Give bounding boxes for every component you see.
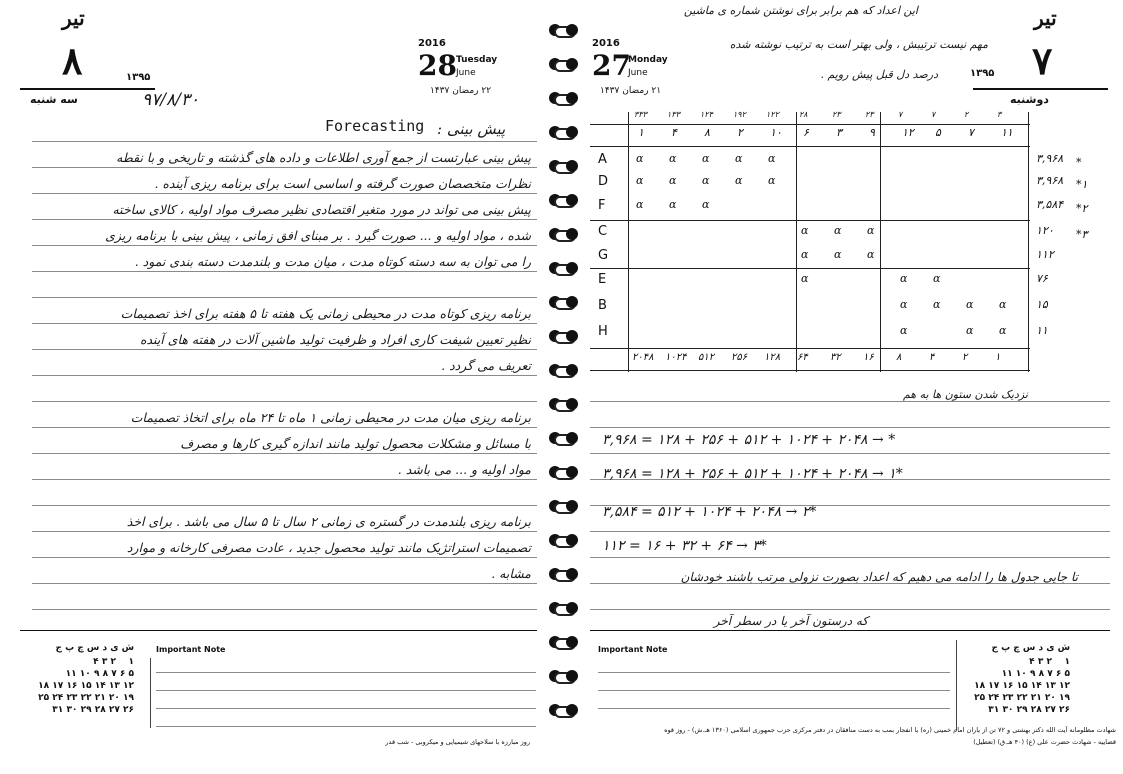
table-header-value: ۹ [869, 126, 875, 139]
table-header-value: ۷ [968, 126, 974, 139]
spiral-ring [545, 430, 578, 446]
spiral-ring [545, 396, 578, 412]
note-line: برنامه ریزی بلندمدت در گستره ی زمانی ۲ سال تا ۵ سال می باشد . برای اخذ [126, 514, 531, 529]
left-rule [32, 479, 537, 480]
table-vline [1028, 112, 1029, 372]
table-header-weight: ۳ [997, 110, 1002, 119]
spiral-ring [545, 634, 578, 650]
right-year: ۱۳۹۵ [970, 68, 995, 79]
right-mini-calendar-row: ۵ ۶ ۷ ۸ ۹ ۱۰ ۱۱ [1001, 669, 1070, 679]
note-line: نظیر تعیین شیفت کاری افراد و ظرفیت تولید ماشین آلات در هفته های آینده [139, 332, 531, 347]
table-mark: α [933, 272, 941, 285]
left-bottom-rule [20, 630, 537, 631]
note-line: شده ، مواد اولیه و ... صورت گیرد . بر مبنای افق زمانی ، پیش بینی با برنامه ریزی [105, 228, 531, 243]
left-rule [32, 323, 537, 324]
table-header-value: ۱۱ [1001, 126, 1013, 139]
left-mini-calendar-row: ۱ ۲ ۳ ۴ [93, 657, 134, 667]
table-row-sum: ۳,۵۸۴ [1036, 198, 1064, 211]
right-day-number: ۷ [1032, 38, 1053, 83]
table-mark: α [900, 324, 908, 337]
table-header-value: ۱ [638, 126, 644, 139]
spiral-ring [545, 124, 578, 140]
table-header-weight: ۷ [931, 110, 936, 119]
table-row-sum: ۳,۹۶۸ [1036, 152, 1064, 165]
equation-line: *۳ → ۶۴ + ۳۲ + ۱۶ = ۱۱۲ [602, 538, 767, 554]
table-hline [590, 124, 1030, 125]
table-mark: α [966, 324, 974, 337]
top-note-2: مهم نیست ترتیبش ، ولی بهتر است به ترتیب نوشته شده [729, 38, 988, 51]
table-mark: α [768, 174, 776, 187]
right-rule [590, 427, 1110, 428]
right-greg-day: 27 [592, 49, 631, 82]
left-rule [32, 557, 537, 558]
table-mark: α [768, 152, 776, 165]
arrow-note: نزدیک شدن ستون ها به هم [902, 388, 1028, 401]
left-greg-year: 2016 [418, 38, 446, 49]
left-mini-calendar-header: ش ی د س چ پ ج [55, 643, 134, 653]
title-english: Forecasting [325, 117, 425, 135]
table-header-weight: ۳۳۳ [634, 110, 647, 119]
table-mark: α [801, 272, 809, 285]
right-rule [590, 531, 1110, 532]
table-mark: α [801, 224, 809, 237]
left-rule [32, 141, 537, 142]
spiral-ring [545, 532, 578, 548]
table-row-star: * [1076, 156, 1082, 169]
table-footer-value: ۶۴ [797, 352, 808, 363]
spiral-ring [545, 498, 578, 514]
note-line: را می توان به سه دسته کوتاه مدت ، میان مدت و بلندمدت دسته بندی نمود . [134, 254, 531, 269]
table-row-label: F [598, 198, 606, 213]
table-row-label: H [598, 324, 608, 339]
table-row-label: C [598, 224, 608, 239]
table-header-value: ۴ [671, 126, 677, 139]
table-header-weight: ۱۹۲ [733, 110, 746, 119]
table-row-sum: ۱۵ [1036, 298, 1048, 311]
right-important-note-label: Important Note [598, 645, 668, 654]
right-note-divider [956, 640, 957, 730]
table-header-weight: ۲ [964, 110, 969, 119]
closing-line-2: که درستون آخر یا در سطر آخر [713, 614, 868, 628]
left-rule [32, 583, 537, 584]
spiral-ring [545, 668, 578, 684]
table-header-weight: ۱۳۳ [667, 110, 680, 119]
right-footer-occasion-1: شهادت مظلومانه آیت الله دکتر بهشتی و ۷۲ تن از یاران امام خمینی (ره) با انفجار بمب به دست منافقان در دفتر مرکزی حزب جمهوری اسلامی (۱۳۶۰ هـ.ش) - روز قوه [664, 726, 1116, 734]
right-note-rule [598, 708, 950, 709]
table-hline [590, 370, 1030, 371]
table-row-star: *۱ [1076, 178, 1088, 191]
spiral-ring [545, 702, 578, 718]
table-row-label: E [598, 272, 607, 287]
table-header-weight: ۲۳ [865, 110, 874, 119]
left-mini-calendar-row: ۵ ۶ ۷ ۸ ۹ ۱۰ ۱۱ [65, 669, 134, 679]
spiral-ring [545, 90, 578, 106]
table-footer-value: ۲۰۴۸ [632, 352, 654, 363]
table-footer-value: ۳۲ [830, 352, 841, 363]
right-note-rule [598, 672, 950, 673]
table-header-value: ۵ [935, 126, 941, 139]
table-mark: α [834, 224, 842, 237]
spiral-ring [545, 260, 578, 276]
right-rule [590, 401, 1110, 402]
table-mark: α [636, 198, 644, 211]
table-hline [590, 268, 1030, 269]
table-hline [590, 220, 1030, 221]
spiral-ring [545, 192, 578, 208]
right-mini-calendar-row: ۱۲ ۱۳ ۱۴ ۱۵ ۱۶ ۱۷ ۱۸ [974, 681, 1070, 691]
spiral-ring [545, 566, 578, 582]
note-line: پیش بینی می تواند در مورد متغیر اقتصادی نظیر مصرف مواد اولیه ، کالای ساخته [112, 202, 531, 217]
right-weekday: دوشنبه [1010, 93, 1049, 106]
right-greg-weekday: Monday [628, 55, 668, 65]
table-row-label: G [598, 248, 609, 263]
left-rule [32, 219, 537, 220]
table-row-sum: ۱۱ [1036, 324, 1048, 337]
table-hline [590, 348, 1030, 349]
table-mark: α [867, 248, 875, 261]
right-header-rule [973, 88, 1108, 90]
left-month-name: تیر [62, 6, 85, 30]
table-vline [796, 112, 797, 372]
table-mark: α [999, 298, 1007, 311]
table-header-weight: ۱۲۲ [766, 110, 779, 119]
note-line: نظرات متخصصان صورت گرفته و اساسی است برای برنامه ریزی آینده . [154, 176, 531, 191]
left-rule [32, 375, 537, 376]
table-hline [590, 146, 1030, 147]
table-footer-value: ۲۵۶ [731, 352, 748, 363]
table-row-star: *۲ [1076, 202, 1088, 215]
right-note-rule [598, 690, 950, 691]
left-rule [32, 531, 537, 532]
binary-matrix-table [590, 110, 1088, 372]
top-note-1: این اعداد که هم برابر برای نوشتن شماره ی ماشین [683, 4, 918, 17]
table-footer-value: ۱۲۸ [764, 352, 781, 363]
table-mark: α [702, 198, 710, 211]
table-row-star: *۳ [1076, 228, 1088, 241]
left-rule [32, 609, 537, 610]
spiral-ring [545, 294, 578, 310]
table-mark: α [900, 272, 908, 285]
table-row-label: A [598, 152, 607, 167]
left-rule [32, 453, 537, 454]
right-rule [590, 453, 1110, 454]
left-note-rule [156, 708, 536, 709]
right-mini-calendar-header: ش ی د س چ پ ج [991, 643, 1070, 653]
note-line: برنامه ریزی کوتاه مدت در محیطی زمانی یک هفته تا ۵ هفته برای اخذ تصمیمات [120, 306, 531, 321]
left-rule [32, 193, 537, 194]
left-mini-calendar-row: ۲۶ ۲۷ ۲۸ ۲۹ ۳۰ ۳۱ [52, 705, 134, 715]
left-important-note-label: Important Note [156, 645, 226, 654]
note-line: مشابه . [491, 566, 531, 581]
left-greg-month: June [456, 68, 476, 78]
left-rule [32, 167, 537, 168]
left-mini-calendar-row: ۱۲ ۱۳ ۱۴ ۱۵ ۱۶ ۱۷ ۱۸ [38, 681, 134, 691]
table-row-label: B [598, 298, 607, 313]
table-footer-value: ۲ [962, 352, 968, 363]
equation-line: *۱ → ۲۰۴۸ + ۱۰۲۴ + ۵۱۲ + ۲۵۶ + ۱۲۸ = ۳,۹۶۸ [602, 466, 903, 482]
left-hijri-date: ۲۲ رمضان ۱۴۳۷ [430, 86, 492, 96]
left-rule [32, 297, 537, 298]
spiral-ring [545, 158, 578, 174]
table-mark: α [669, 198, 677, 211]
spiral-ring [545, 600, 578, 616]
table-mark: α [669, 174, 677, 187]
table-mark: α [834, 248, 842, 261]
table-header-value: ۳ [836, 126, 842, 139]
table-header-value: ۱۰ [770, 126, 782, 139]
spiral-ring [545, 328, 578, 344]
table-header-weight: ۷ [898, 110, 903, 119]
note-line: تصمیمات استراتژیک مانند تولید محصول جدید ، عادت مصرفی کارخانه و موارد [126, 540, 531, 555]
table-row-sum: ۳,۹۶۸ [1036, 174, 1064, 187]
left-note-divider [150, 658, 151, 728]
note-line: مواد اولیه و ... می باشد . [397, 462, 531, 477]
top-note-3: درصد دل قبل پیش رویم . [820, 68, 938, 81]
left-footer-occasion: روز مبارزه با سلاحهای شیمیایی و میکروبی - شب قدر [385, 738, 530, 746]
left-rule [32, 505, 537, 506]
table-footer-value: ۱۶ [863, 352, 874, 363]
table-header-value: ۱۲ [902, 126, 914, 139]
table-vline [628, 112, 629, 372]
table-header-value: ۶ [803, 126, 809, 139]
spiral-ring [545, 22, 578, 38]
table-mark: α [702, 174, 710, 187]
left-rule [32, 271, 537, 272]
table-row-sum: ۱۱۲ [1036, 248, 1054, 261]
title-persian: پیش بینی : [437, 120, 506, 138]
left-note-rule [156, 672, 536, 673]
right-greg-month: June [628, 68, 648, 78]
left-header-rule [20, 88, 155, 90]
table-mark: α [801, 248, 809, 261]
spiral-binding [545, 0, 578, 774]
left-note-rule [156, 690, 536, 691]
note-line: پیش بینی عبارتست از جمع آوری اطلاعات و داده های گذشته و تاریخی و با نقطه [116, 150, 531, 165]
note-line: تعریف می گردد . [441, 358, 531, 373]
table-mark: α [933, 298, 941, 311]
table-mark: α [735, 174, 743, 187]
right-mini-calendar-row: ۱ ۲ ۳ ۴ [1029, 657, 1070, 667]
table-row-sum: ۱۲۰ [1036, 224, 1054, 237]
table-mark: α [669, 152, 677, 165]
table-row-sum: ۷۶ [1036, 272, 1048, 285]
table-header-value: ۸ [704, 126, 710, 139]
table-header-weight: ۲۸ [799, 110, 808, 119]
table-row-label: D [598, 174, 609, 189]
table-mark: α [867, 224, 875, 237]
left-rule [32, 401, 537, 402]
spiral-ring [545, 56, 578, 72]
table-footer-value: ۸ [896, 352, 902, 363]
table-mark: α [702, 152, 710, 165]
left-rule [32, 427, 537, 428]
table-header-value: ۲ [737, 126, 743, 139]
left-mini-calendar-row: ۱۹ ۲۰ ۲۱ ۲۲ ۲۳ ۲۴ ۲۵ [38, 693, 134, 703]
note-line: برنامه ریزی میان مدت در محیطی زمانی ۱ ماه تا ۲۴ ماه برای اتخاذ تصمیمات [130, 410, 531, 425]
table-vline [880, 112, 881, 372]
spiral-ring [545, 362, 578, 378]
left-handwritten-date: ۹۷/۸/۳۰ [142, 90, 200, 110]
equation-line: *۲ → ۲۰۴۸ + ۱۰۲۴ + ۵۱۲ = ۳,۵۸۴ [602, 504, 817, 520]
table-footer-value: ۴ [929, 352, 935, 363]
left-rule [32, 349, 537, 350]
spiral-ring [545, 464, 578, 480]
right-rule [590, 609, 1110, 610]
spiral-ring [545, 226, 578, 242]
table-footer-value: ۱ [995, 352, 1001, 363]
right-mini-calendar-row: ۱۹ ۲۰ ۲۱ ۲۲ ۲۳ ۲۴ ۲۵ [974, 693, 1070, 703]
left-weekday: سه شنبه [30, 93, 78, 106]
table-footer-value: ۱۰۲۴ [665, 352, 687, 363]
table-header-weight: ۱۲۴ [700, 110, 713, 119]
note-line: با مسائل و مشکلات محصول تولید مانند اندازه گیری کارها و مصرف [180, 436, 531, 451]
left-greg-weekday: Tuesday [456, 55, 498, 65]
table-header-weight: ۲۳ [832, 110, 841, 119]
table-mark: α [735, 152, 743, 165]
right-mini-calendar-row: ۲۶ ۲۷ ۲۸ ۲۹ ۳۰ ۳۱ [988, 705, 1070, 715]
table-mark: α [636, 174, 644, 187]
equation-line: * → ۲۰۴۸ + ۱۰۲۴ + ۵۱۲ + ۲۵۶ + ۱۲۸ = ۳,۹۶۸ [602, 432, 896, 448]
closing-line-1: تا جایی جدول ها را ادامه می دهیم که اعداد بصورت نزولی مرتب باشند خودشان [680, 570, 1078, 584]
table-mark: α [900, 298, 908, 311]
right-greg-year: 2016 [592, 38, 620, 49]
right-rule [590, 557, 1110, 558]
table-mark: α [999, 324, 1007, 337]
left-greg-day: 28 [418, 49, 457, 82]
table-mark: α [636, 152, 644, 165]
left-rule [32, 245, 537, 246]
left-note-rule [156, 726, 536, 727]
left-day-number: ۸ [62, 38, 83, 83]
left-year: ۱۳۹۵ [126, 72, 151, 83]
right-footer-occasion-2: قضاییه - شهادت حضرت علی (ع) (۴۰ هـ.ق) (تعطیل) [973, 738, 1116, 746]
right-bottom-rule [590, 630, 1110, 631]
left-page [0, 0, 545, 774]
right-hijri-date: ۲۱ رمضان ۱۴۳۷ [600, 86, 662, 96]
right-month-name: تیر [1034, 6, 1057, 30]
table-mark: α [966, 298, 974, 311]
table-footer-value: ۵۱۲ [698, 352, 715, 363]
